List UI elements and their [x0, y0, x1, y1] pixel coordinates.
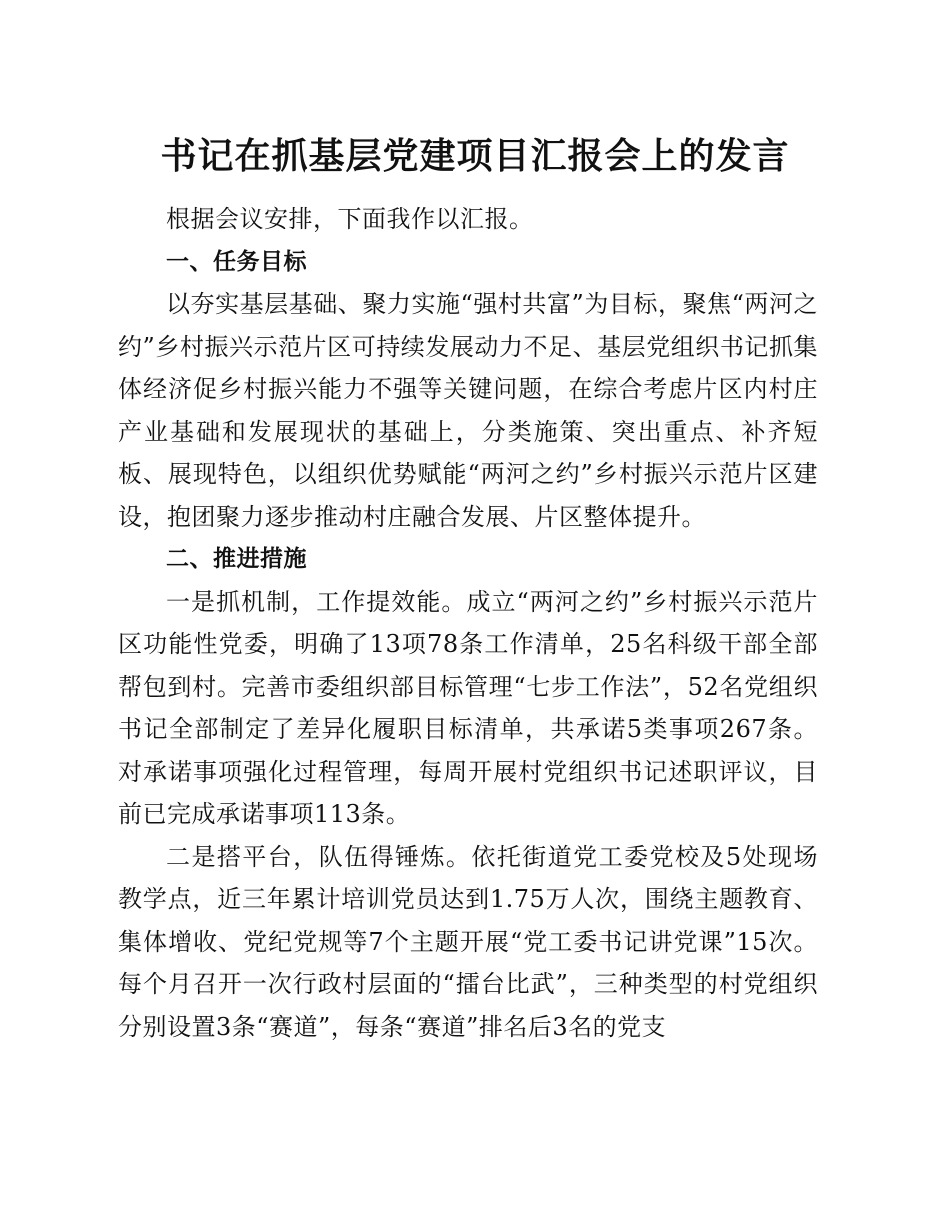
section-heading-measures: 二、推进措施: [166, 546, 307, 572]
section-heading-goals: 一、任务目标: [166, 248, 307, 275]
document-title: 书记在抓基层党建项目汇报会上的发言: [160, 135, 790, 177]
paragraph-intro: 根据会议安排，下面我作以汇报。: [166, 205, 534, 233]
paragraph-goals: 以夯实基层基础、聚力实施“强村共富”为目标，聚焦“两河之约”乡村振兴示范片区可持续发展动力不足、基层党组织书记抓集体经济促乡村振兴能力不强等关键问题，在综合考虑片区内村庄产业基础和发展现状的基础上，分类施策、突出重点、补齐短板、展现特色，以组织优势赋能“两河之约”乡村振兴示范片区建设，抱团聚力逐步推动村庄融合发展、片区整体提升。: [118, 290, 818, 531]
paragraph-measure-platform: 二是搭平台，队伍得锤炼。依托街道党工委党校及5处现场教学点，近三年累计培训党员达到1.75万人次，围绕主题教育、集体增收、党纪党规等7个主题开展“党工委书记讲党课”15次。每个月召开一次行政村层面的“擂台比武”，三种类型的村党组织分别设置3条“赛道”，每条“赛道”排名后3名的党支: [118, 842, 818, 1041]
paragraph-measure-mechanism: 一是抓机制，工作提效能。成立“两河之约”乡村振兴示范片区功能性党委，明确了13项78条工作清单，25名科级干部全部帮包到村。完善市委组织部目标管理“七步工作法”，52名党组织书记全部制定了差异化履职目标清单，共承诺5类事项267条。对承诺事项强化过程管理，每周开展村党组织书记述职评议，目前已完成承诺事项113条。: [118, 587, 818, 828]
document-body: [118, 198, 818, 1048]
